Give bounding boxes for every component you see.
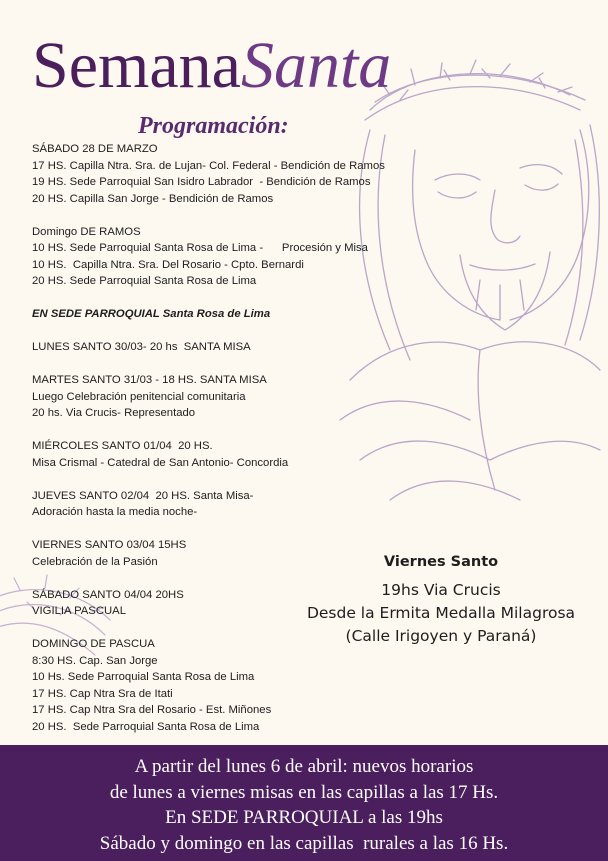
footer-line: de lunes a viernes misas en las capillas a las 17 Hs. (109, 781, 499, 803)
face-outline-icon (413, 130, 589, 330)
viernes-santo-box-line: 19hs Via Crucis (381, 581, 501, 599)
list-item: Celebración de la Pasión (32, 555, 158, 568)
crown-of-thorns-icon (365, 60, 585, 120)
footer-banner (0, 745, 608, 861)
list-item: 20 hs. Via Crucis- Representado (32, 407, 196, 419)
sabado-santo-heading: SÁBADO SANTO 04/04 20HS (32, 588, 184, 601)
sabado-28-heading: SÁBADO 28 DE MARZO (32, 143, 158, 155)
list-item: Luego Celebración penitencial comunitaria (32, 390, 246, 403)
programacion-subtitle: Programación: (138, 113, 289, 139)
spacer (32, 207, 412, 224)
footer-line: Sábado y domingo en las capillas rurales a las 16 Hs. (99, 832, 509, 854)
viernes-santo-box-line: Desde la Ermita Medalla Milagrosa (306, 604, 576, 622)
list-item: Adoración hasta la media noche- (32, 506, 198, 518)
list-item: 8:30 HS. Cap. San Jorge (32, 654, 158, 667)
domingo-ramos-heading: Domingo DE RAMOS (32, 225, 141, 238)
list-item: 17 HS. Cap Ntra Sra del Rosario - Est. Miñones (32, 704, 272, 716)
spacer (32, 323, 412, 340)
list-item: 17 HS. Capilla Ntra. Sra. de Lujan- Col. Federal - Bendición de Ramos (32, 159, 385, 172)
lunes-santo-heading: LUNES SANTO 30/03- 20 hs SANTA MISA (32, 341, 251, 353)
list-item: 10 HS. Sede Parroquial Santa Rosa de Lima - Procesión y Misa (32, 242, 368, 254)
list-item: 20 HS. Capilla San Jorge - Bendición de Ramos (32, 192, 274, 205)
viernes-santo-heading: VIERNES SANTO 03/04 15HS (32, 539, 187, 551)
sede-parroquial-heading: EN SEDE PARROQUIAL Santa Rosa de Lima (32, 308, 271, 320)
viernes-santo-box-line: (Calle Irigoyen y Paraná) (345, 627, 537, 645)
title-part-santa: Santa (240, 29, 392, 102)
list-item: 10 Hs. Sede Parroquial Santa Rosa de Lima (32, 671, 255, 683)
spacer (32, 471, 412, 488)
page-title (32, 28, 391, 104)
viernes-santo-box-heading: Viernes Santo (383, 554, 499, 570)
list-item: 20 HS. Sede Parroquial Santa Rosa de Lima (32, 275, 257, 287)
spacer (32, 521, 412, 538)
list-item: 10 HS. Capilla Ntra. Sra. Del Rosario - Cpto. Bernardi (32, 258, 304, 271)
miercoles-santo-heading: MIÉRCOLES SANTO 01/04 20 HS. (32, 440, 213, 452)
footer-line: En SEDE PARROQUIAL a las 19hs (165, 807, 443, 828)
domingo-pascua-heading: DOMINGO DE PASCUA (32, 638, 155, 650)
list-item: Misa Crismal - Catedral de San Antonio- Concordia (32, 456, 289, 469)
spacer (32, 356, 412, 373)
list-item: VIGILIA PASCUAL (32, 605, 126, 617)
spacer (32, 422, 412, 439)
footer-line: A partir del lunes 6 de abril: nuevos horarios (134, 756, 474, 777)
viernes-santo-box (296, 551, 586, 648)
spacer (32, 290, 412, 307)
jueves-santo-heading: JUEVES SANTO 02/04 20 HS. Santa Misa- (32, 489, 254, 502)
title-part-semana: Semana (32, 29, 241, 102)
martes-santo-heading: MARTES SANTO 31/03 - 18 HS. SANTA MISA (32, 374, 267, 386)
list-item: 19 HS. Sede Parroquial San Isidro Labrador - Bendición de Ramos (32, 176, 371, 188)
list-item: 20 HS. Sede Parroquial Santa Rosa de Lima (32, 720, 260, 733)
list-item: 17 HS. Cap Ntra Sra de Itati (32, 687, 173, 700)
